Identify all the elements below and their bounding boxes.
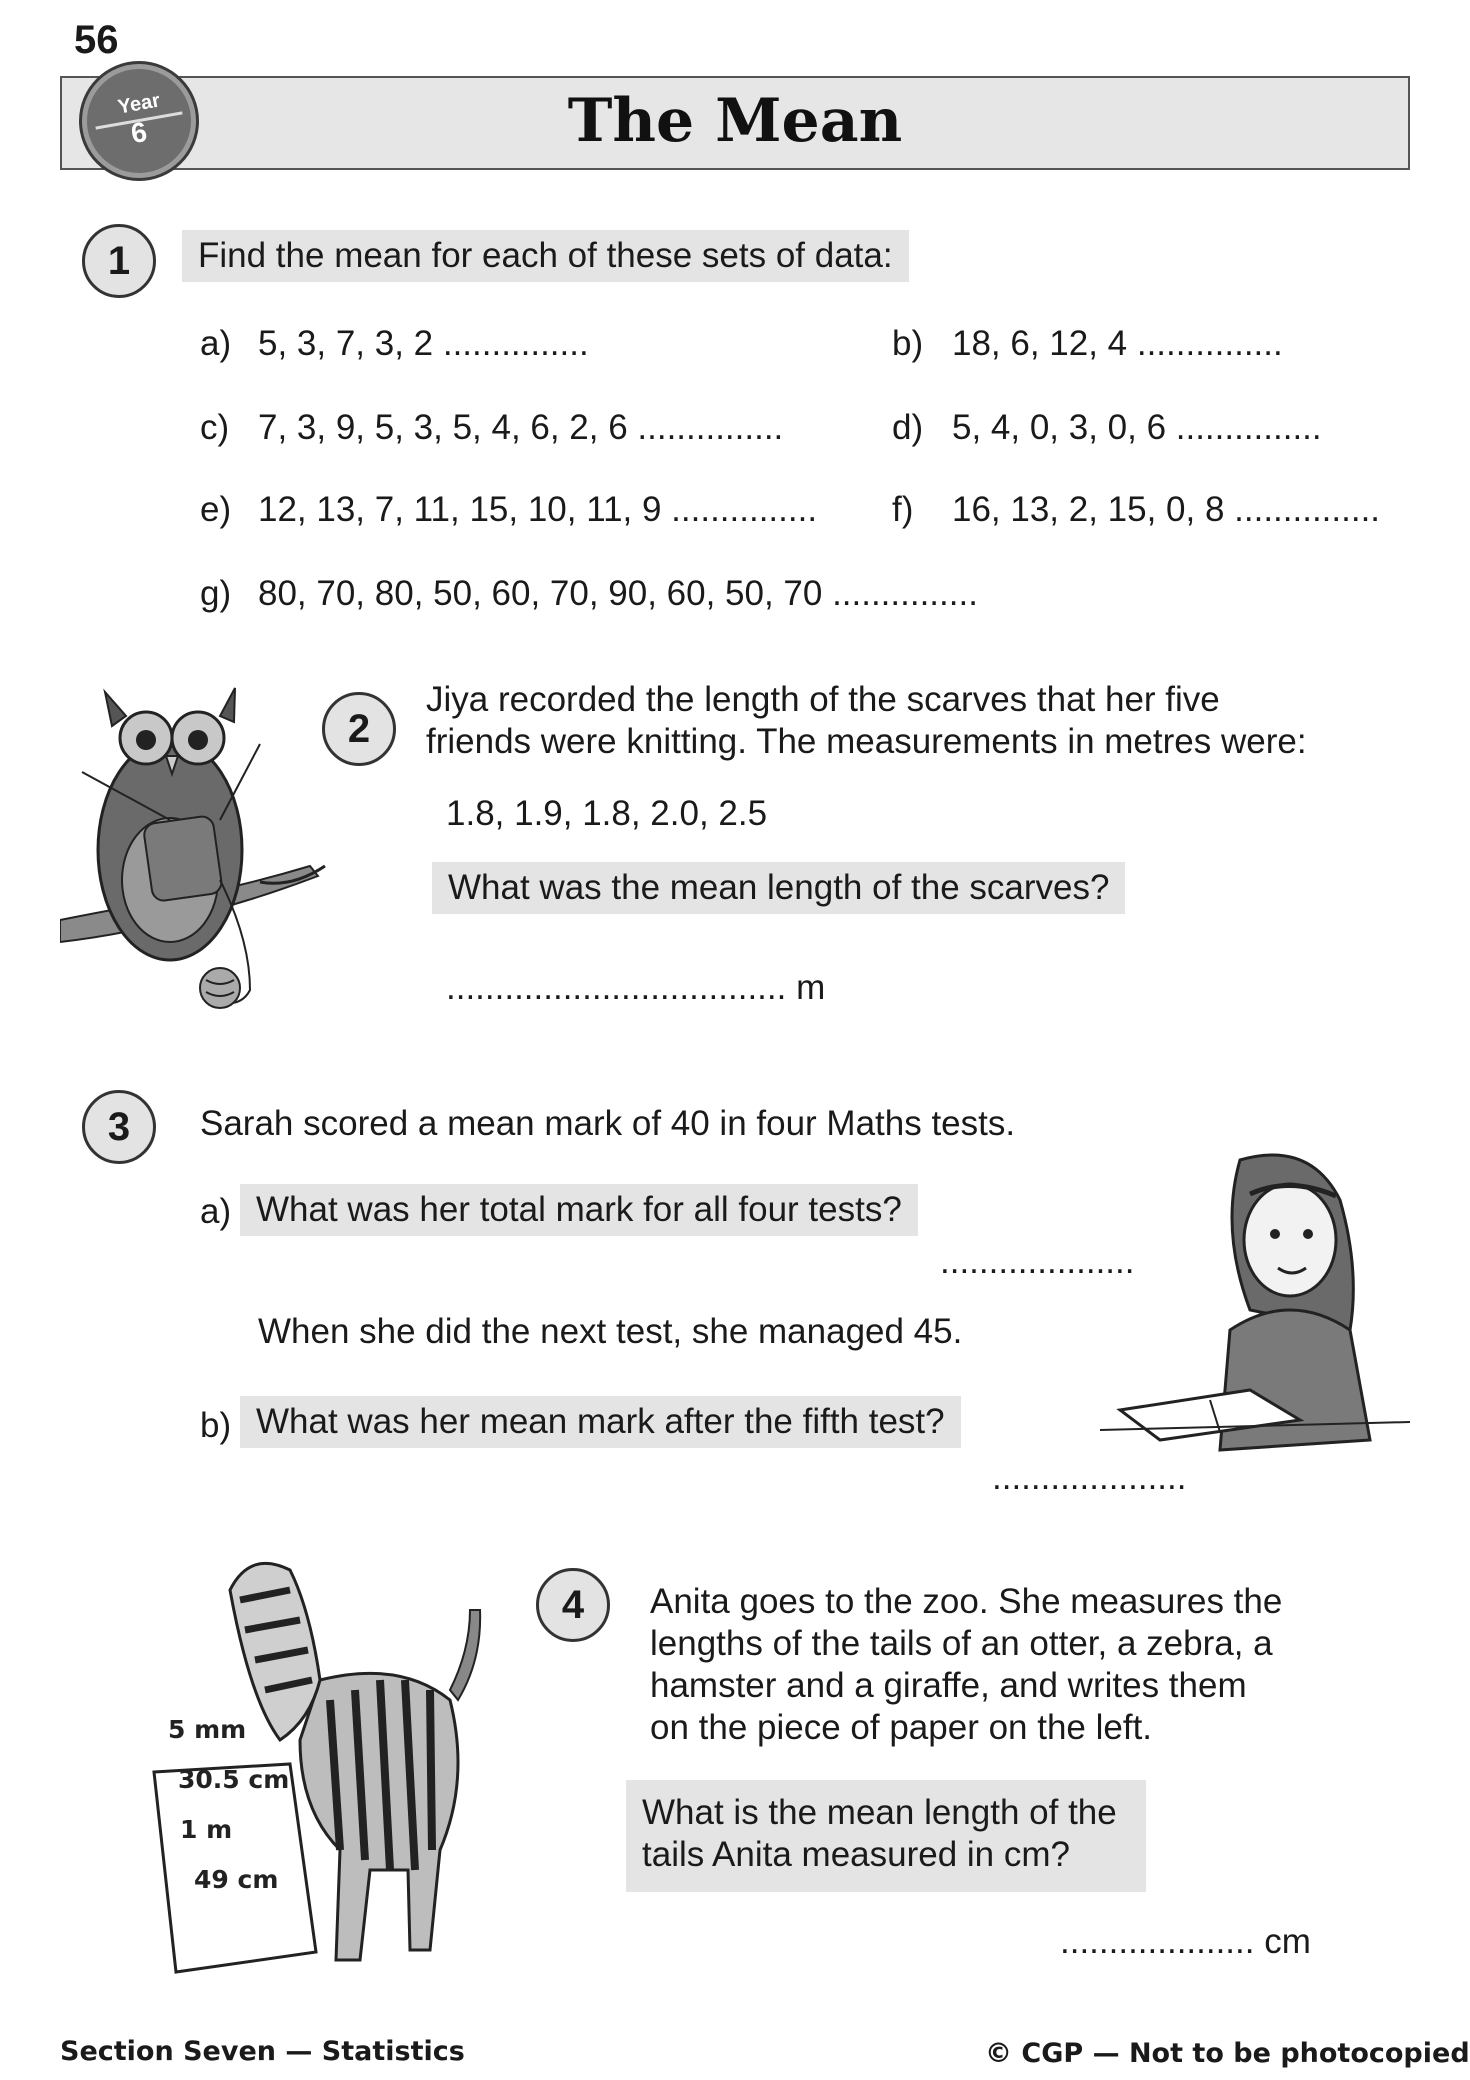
- q1g-data: 80, 70, 80, 50, 60, 70, 90, 60, 50, 70 ...............: [258, 574, 978, 613]
- q3b-label: b): [200, 1406, 232, 1445]
- q1a-label: a): [200, 324, 232, 363]
- year-badge-number: 6: [128, 115, 150, 150]
- q2-data: 1.8, 1.9, 1.8, 2.0, 2.5: [446, 794, 768, 833]
- question-1-prompt: Find the mean for each of these sets of data:: [182, 230, 909, 282]
- q4-intro-line-3: hamster and a giraffe, and writes them: [650, 1666, 1247, 1705]
- q4-answer-line: .................... cm: [1060, 1922, 1311, 1961]
- q3b-answer-line: ....................: [992, 1458, 1187, 1497]
- q3-intro: Sarah scored a mean mark of 40 in four Maths tests.: [200, 1104, 1016, 1143]
- note-line-1: 5 mm: [168, 1715, 247, 1744]
- q3a-answer-line: ....................: [940, 1242, 1135, 1281]
- footer-copyright: © CGP — Not to be photocopied: [985, 2038, 1470, 2069]
- note-line-4: 49 cm: [194, 1865, 279, 1894]
- q1e-label: e): [200, 490, 232, 529]
- girl-reading-illustration: [1100, 1140, 1420, 1460]
- q4-prompt-line-1: What is the mean length of the: [642, 1793, 1117, 1832]
- q3-middle-text: When she did the next test, she managed 45.: [258, 1312, 963, 1351]
- note-line-2: 30.5 cm: [178, 1765, 290, 1794]
- q1d-label: d): [892, 408, 924, 447]
- question-3-number: 3: [82, 1090, 156, 1164]
- question-4-prompt: [626, 1780, 1146, 1892]
- footer-section: Section Seven — Statistics: [60, 2036, 465, 2067]
- zebra-illustration: [140, 1550, 490, 1980]
- q1f-label: f): [892, 490, 914, 529]
- q2-intro-line-1: Jiya recorded the length of the scarves that her five: [426, 680, 1220, 719]
- q1c-label: c): [200, 408, 230, 447]
- q1e-data: 12, 13, 7, 11, 15, 10, 11, 9 ...............: [258, 490, 818, 529]
- q1f-data: 16, 13, 2, 15, 0, 8 ...............: [952, 490, 1381, 529]
- question-2-number: 2: [322, 692, 396, 766]
- q1b-label: b): [892, 324, 924, 363]
- page-number: 56: [74, 18, 119, 62]
- q4-intro-line-1: Anita goes to the zoo. She measures the: [650, 1582, 1283, 1621]
- question-1-number: 1: [82, 224, 156, 298]
- owl-illustration: [60, 670, 340, 1030]
- q1c-data: 7, 3, 9, 5, 3, 5, 4, 6, 2, 6 ...............: [258, 408, 784, 447]
- q4-intro-line-2: lengths of the tails of an otter, a zebra, a: [650, 1624, 1273, 1663]
- q4-prompt-line-2: tails Anita measured in cm?: [642, 1835, 1070, 1874]
- q2-intro-line-2: friends were knitting. The measurements in metres were:: [426, 722, 1307, 761]
- question-3a-prompt: What was her total mark for all four tests?: [240, 1184, 918, 1236]
- q3a-label: a): [200, 1192, 232, 1231]
- question-3b-prompt: What was her mean mark after the fifth test?: [240, 1396, 961, 1448]
- note-line-3: 1 m: [180, 1815, 233, 1844]
- q2-answer-line: ................................... m: [446, 968, 826, 1007]
- q1a-data: 5, 3, 7, 3, 2 ...............: [258, 324, 589, 363]
- question-4-number: 4: [536, 1568, 610, 1642]
- year-badge: [82, 64, 196, 178]
- tail-measurements-note: [154, 1715, 316, 1972]
- q1b-data: 18, 6, 12, 4 ...............: [952, 324, 1283, 363]
- q1d-data: 5, 4, 0, 3, 0, 6 ...............: [952, 408, 1322, 447]
- page-title: The Mean: [567, 86, 903, 156]
- q1g-label: g): [200, 574, 232, 613]
- q4-intro-line-4: on the piece of paper on the left.: [650, 1708, 1153, 1747]
- year-badge-label: Year: [116, 89, 162, 119]
- question-2-prompt: What was the mean length of the scarves?: [432, 862, 1125, 914]
